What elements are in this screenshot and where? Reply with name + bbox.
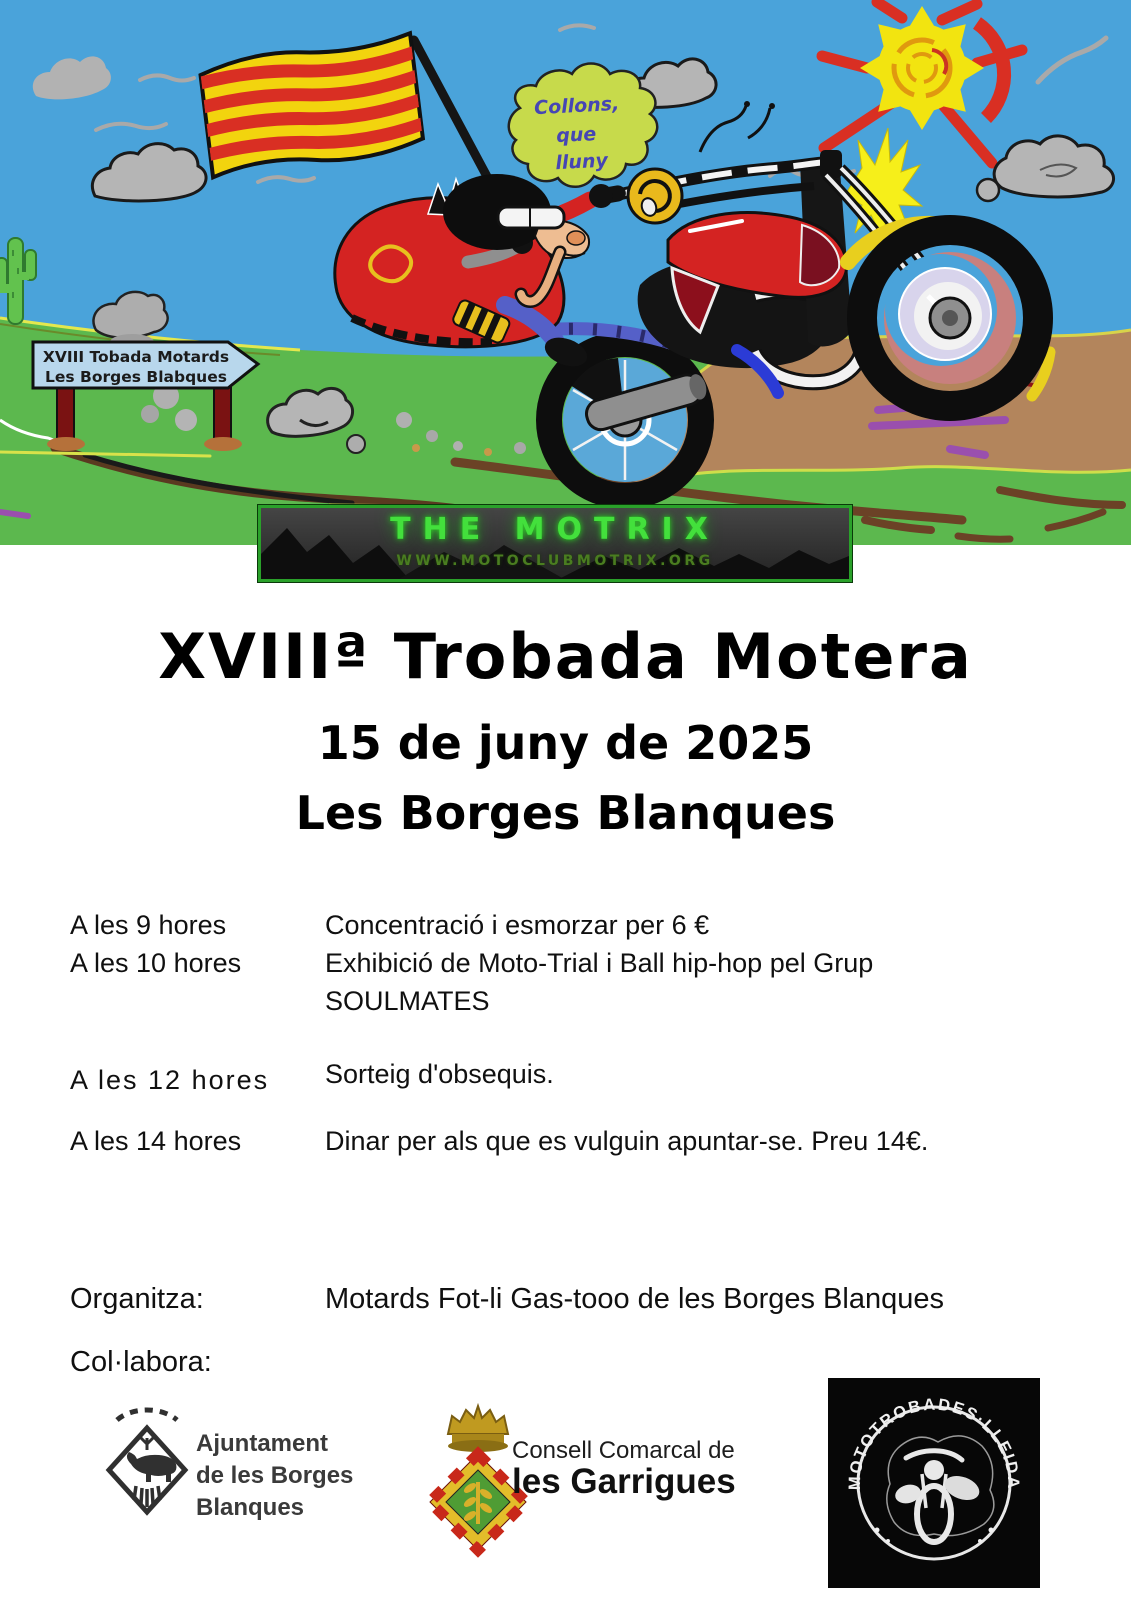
event-date: 15 de juny de 2025 [317, 716, 814, 770]
schedule-desc: Dinar per als que es vulguin apuntar-se. Preu 14€. [325, 1126, 929, 1156]
ajuntament-logo-text [196, 1428, 353, 1524]
mototrobades-arc-text: MOTOTROBADES·LLEIDA [845, 1395, 1023, 1491]
schedule-desc: Exhibició de Moto-Trial i Ball hip-hop pel Grup [325, 948, 874, 978]
event-place: Les Borges Blanques [295, 786, 836, 840]
ajuntament-line-2: de les Borges [196, 1462, 354, 1489]
schedule-desc: Concentració i esmorzar per 6 € [325, 910, 710, 940]
speech-line-3: lluny [554, 149, 609, 175]
club-banner [258, 505, 852, 582]
schedule-time: A les 12 hores [70, 1065, 270, 1095]
ajuntament-logo-icon [103, 1398, 191, 1523]
collaborator-label: Col·labora: [70, 1346, 212, 1378]
mototrobades-logo [828, 1378, 1040, 1588]
schedule-time: A les 10 hores [70, 948, 242, 978]
club-banner-url: WWW.MOTOCLUBMOTRIX.ORG [396, 553, 714, 569]
ajuntament-line-3: Blanques [196, 1494, 305, 1521]
consell-logo-line-1: Consell Comarcal de [512, 1437, 735, 1464]
speech-line-1: Collons, [533, 92, 620, 120]
organizer-value: Motards Fot-li Gas-tooo de les Borges Blanques [325, 1283, 944, 1315]
poster-illustration [0, 0, 1131, 545]
ajuntament-line-1: Ajuntament [196, 1430, 328, 1457]
road-sign-line-1: XVIII Tobada Motards [42, 348, 230, 366]
schedule-time: A les 9 hores [70, 910, 227, 940]
schedule-desc: SOULMATES [325, 986, 490, 1016]
club-banner-title: THE MOTRIX [390, 512, 720, 547]
organizer-label: Organitza: [70, 1283, 204, 1315]
event-title: XVIIIª Trobada Motera [158, 620, 973, 693]
road-sign-line-2: Les Borges Blabques [45, 368, 227, 386]
consell-logo-line-2: les Garrigues [512, 1462, 736, 1501]
schedule-desc: Sorteig d'obsequis. [325, 1059, 554, 1089]
mototrobades-logo-icon [828, 1378, 1040, 1588]
schedule-time: A les 14 hores [70, 1126, 242, 1156]
speech-line-2: que [555, 123, 597, 148]
